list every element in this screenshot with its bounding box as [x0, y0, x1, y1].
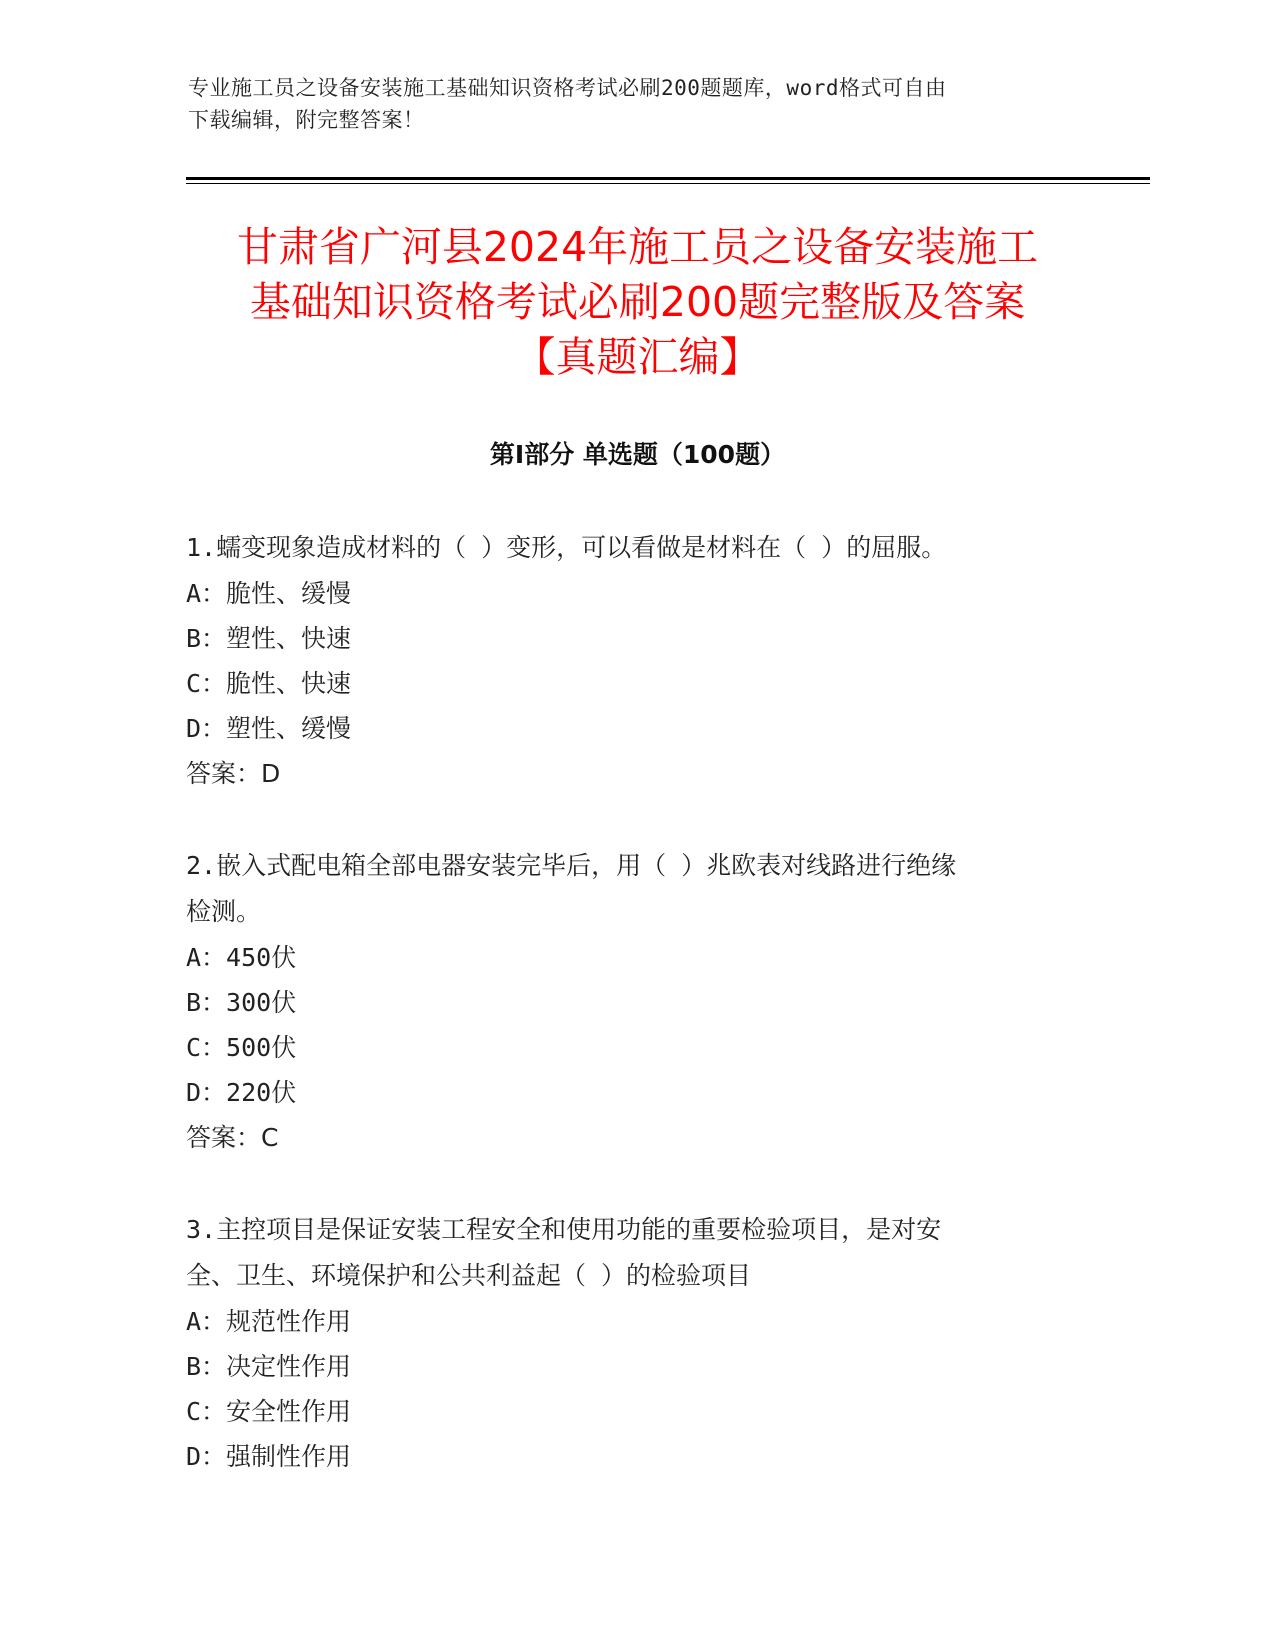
question-3-option-d: D：强制性作用	[186, 1442, 352, 1471]
question-3-option-b: B：决定性作用	[186, 1352, 352, 1381]
header-divider-thick	[186, 177, 1150, 180]
question-1-option-d: D：塑性、缓慢	[186, 714, 352, 743]
section-heading: 第Ⅰ部分 单选题（100题）	[489, 440, 786, 469]
header-note-line-1: 专业施工员之设备安装施工基础知识资格考试必刷200题题库，word格式可自由	[188, 76, 947, 100]
question-1-option-c: C：脆性、快速	[186, 669, 352, 698]
question-2-option-b: B：300伏	[186, 988, 297, 1017]
question-1-option-b: B：塑性、快速	[186, 624, 352, 653]
question-1-answer: 答案：D	[186, 759, 281, 788]
question-2-answer: 答案：C	[186, 1123, 279, 1152]
header-note	[188, 72, 1088, 136]
question-3	[186, 1207, 1086, 1479]
header-divider-thin	[186, 183, 1150, 184]
question-3-stem-line-2: 全、卫生、环境保护和公共利益起（ ）的检验项目	[186, 1261, 752, 1290]
question-list	[186, 525, 1086, 1526]
question-2	[186, 843, 1086, 1160]
document-title-line-3: 【真题汇编】	[514, 333, 761, 381]
question-1	[186, 525, 1086, 796]
question-3-option-c: C：安全性作用	[186, 1397, 352, 1426]
question-3-stem-line-1: 3.主控项目是保证安装工程安全和使用功能的重要检验项目，是对安	[186, 1215, 942, 1244]
document-title-line-1: 甘肃省广河县2024年施工员之设备安装施工	[236, 223, 1039, 271]
question-1-option-a: A：脆性、缓慢	[186, 579, 352, 608]
question-2-option-a: A：450伏	[186, 943, 297, 972]
document-title	[150, 220, 1125, 385]
question-2-stem-line-1: 2.嵌入式配电箱全部电器安装完毕后，用（ ）兆欧表对线路进行绝缘	[186, 851, 957, 880]
question-1-stem: 1.蠕变现象造成材料的（ ）变形，可以看做是材料在（ ）的屈服。	[186, 533, 947, 562]
question-2-stem-line-2: 检测。	[186, 897, 262, 926]
question-3-option-a: A：规范性作用	[186, 1307, 352, 1336]
document-title-line-2: 基础知识资格考试必刷200题完整版及答案	[249, 278, 1026, 326]
header-note-line-2: 下载编辑，附完整答案！	[188, 108, 425, 132]
question-2-option-c: C：500伏	[186, 1033, 297, 1062]
question-2-option-d: D：220伏	[186, 1078, 297, 1107]
